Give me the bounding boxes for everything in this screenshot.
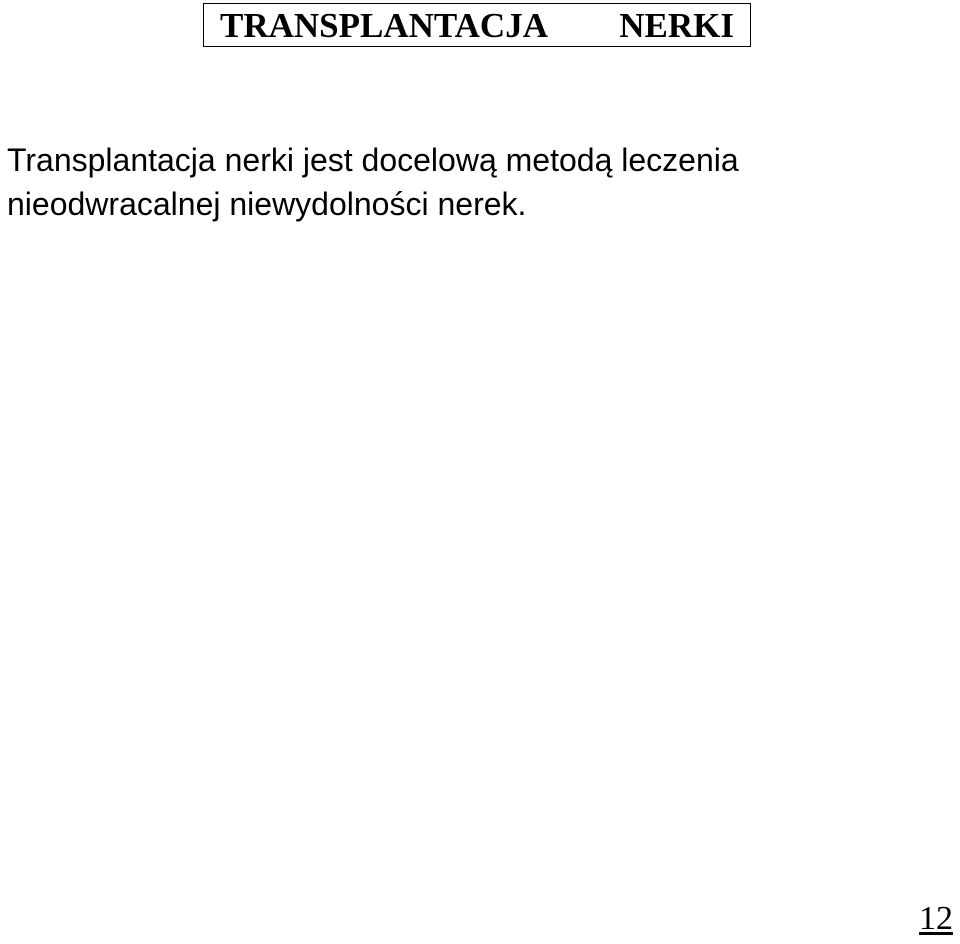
page-number: 12 [919, 900, 953, 937]
paragraph-line-1: Transplantacja nerki jest docelową metodą leczenia [7, 142, 739, 178]
body-paragraph [7, 138, 947, 226]
page-title-word-1: TRANSPLANTACJA [220, 5, 548, 45]
page-title-word-2: NERKI [619, 5, 734, 45]
paragraph-line-2: nieodwracalnej niewydolności nerek. [7, 186, 527, 222]
page-title [203, 3, 751, 47]
